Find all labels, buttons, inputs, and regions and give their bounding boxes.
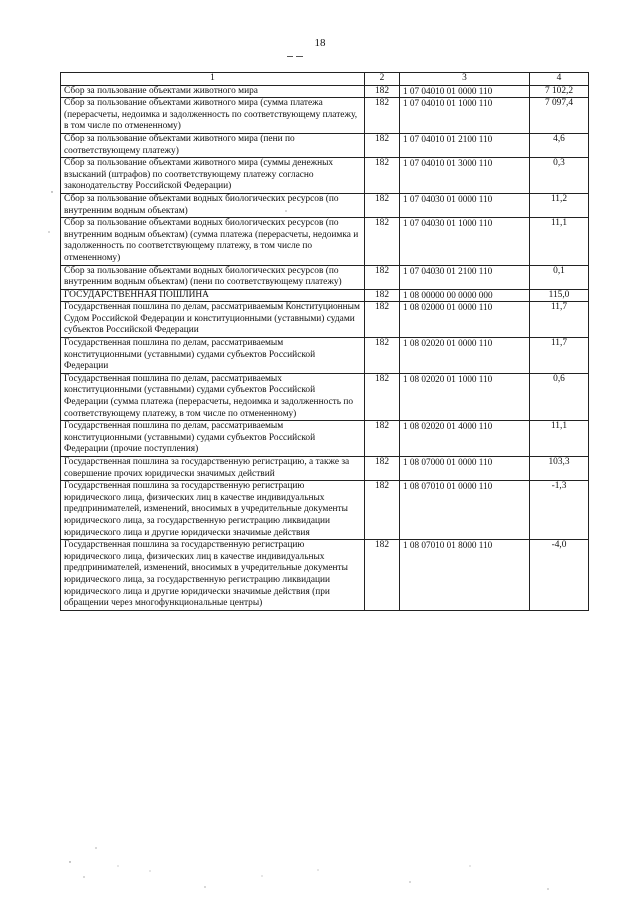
amount: 7 097,4 — [530, 98, 589, 134]
budget-classification-code: 1 07 04010 01 0000 110 — [400, 85, 530, 98]
revenue-name: Государственная пошлина по делам, рассматриваемых конституционными (уставными) судами субъектов Российской Федерации (сумма платежа (перерасчеты, недоимка и задолженность по соответствующему платежу, в том числе по отмененному) — [61, 373, 365, 420]
admin-code: 182 — [365, 373, 400, 420]
revenue-name: Сбор за пользование объектами животного мира (сумма платежа (перерасчеты, недоимка и задолженность по соответствующему платежу, в том числе по отмененному) — [61, 98, 365, 134]
budget-classification-code: 1 08 07000 01 0000 110 — [400, 457, 530, 481]
admin-code: 182 — [365, 193, 400, 217]
column-header-admin: 2 — [365, 73, 400, 86]
revenue-name: Сбор за пользование объектами животного мира (пени по соответствующему платежу) — [61, 133, 365, 157]
revenue-name: Сбор за пользование объектами водных биологических ресурсов (по внутренним водным объектам) (пени по соответствующему платежу) — [61, 265, 365, 289]
table-row — [61, 373, 589, 420]
admin-code: 182 — [365, 85, 400, 98]
column-header-code: 3 — [400, 73, 530, 86]
table-row — [61, 193, 589, 217]
revenue-name: Сбор за пользование объектами водных биологических ресурсов (по внутренним водным объектам) (сумма платежа (перерасчеты, недоимка и задолженность по соответствующему платежу, в том числе по отмененному) — [61, 218, 365, 265]
amount: -1,3 — [530, 481, 589, 540]
amount: 4,6 — [530, 133, 589, 157]
amount: 7 102,2 — [530, 85, 589, 98]
revenue-name: Сбор за пользование объектами водных биологических ресурсов (по внутренним водным объектам) — [61, 193, 365, 217]
table-row — [61, 540, 589, 611]
admin-code: 182 — [365, 457, 400, 481]
revenue-name: Сбор за пользование объектами животного мира (суммы денежных взысканий (штрафов) по соответствующему платежу согласно законодательству Российской Федерации) — [61, 158, 365, 194]
table-row — [61, 98, 589, 134]
amount: 11,7 — [530, 302, 589, 338]
budget-classification-code: 1 08 07010 01 8000 110 — [400, 540, 530, 611]
scan-mark — [287, 54, 303, 59]
table-row — [61, 457, 589, 481]
amount: 0,1 — [530, 265, 589, 289]
admin-code: 182 — [365, 133, 400, 157]
budget-classification-code: 1 07 04030 01 1000 110 — [400, 218, 530, 265]
admin-code: 182 — [365, 265, 400, 289]
revenue-name: ГОСУДАРСТВЕННАЯ ПОШЛИНА — [61, 289, 365, 302]
revenue-name: Государственная пошлина за государственную регистрацию юридического лица, физических лиц в качестве индивидуальных предпринимателей, изменений, вносимых в учредительные документы юридического лица, за государственную регистрацию ликвидации юридического лица и другие юридически значимые действия (при обращении через многофункциональные центры) — [61, 540, 365, 611]
amount: 11,2 — [530, 193, 589, 217]
column-header-amount: 4 — [530, 73, 589, 86]
table-row — [61, 218, 589, 265]
table-row — [61, 289, 589, 302]
budget-classification-code: 1 08 02000 01 0000 110 — [400, 302, 530, 338]
admin-code: 182 — [365, 421, 400, 457]
budget-classification-code: 1 08 00000 00 0000 000 — [400, 289, 530, 302]
table-row — [61, 133, 589, 157]
admin-code: 182 — [365, 540, 400, 611]
table-row — [61, 85, 589, 98]
amount: 103,3 — [530, 457, 589, 481]
admin-code: 182 — [365, 218, 400, 265]
table-row — [61, 158, 589, 194]
admin-code: 182 — [365, 338, 400, 374]
amount: 11,1 — [530, 421, 589, 457]
revenue-name: Государственная пошлина по делам, рассматриваемым Конституционным Судом Российской Федерации и конституционными (уставными) судами субъектов Российской Федерации — [61, 302, 365, 338]
table-row — [61, 265, 589, 289]
admin-code: 182 — [365, 158, 400, 194]
admin-code: 182 — [365, 302, 400, 338]
budget-classification-code: 1 07 04010 01 1000 110 — [400, 98, 530, 134]
revenue-name: Государственная пошлина по делам, рассматриваемым конституционными (уставными) судами субъектов Российской Федерации — [61, 338, 365, 374]
revenue-name: Государственная пошлина по делам, рассматриваемым конституционными (уставными) судами субъектов Российской Федерации (прочие поступления) — [61, 421, 365, 457]
table-row — [61, 421, 589, 457]
budget-classification-code: 1 07 04030 01 0000 110 — [400, 193, 530, 217]
budget-classification-code: 1 08 02020 01 0000 110 — [400, 338, 530, 374]
amount: 11,1 — [530, 218, 589, 265]
budget-classification-code: 1 08 02020 01 1000 110 — [400, 373, 530, 420]
revenue-name: Государственная пошлина за государственную регистрацию, а также за совершение прочих юридически значимых действий — [61, 457, 365, 481]
amount: 11,7 — [530, 338, 589, 374]
column-header-name: 1 — [61, 73, 365, 86]
budget-classification-code: 1 07 04030 01 2100 110 — [400, 265, 530, 289]
amount: 115,0 — [530, 289, 589, 302]
admin-code: 182 — [365, 481, 400, 540]
table-row — [61, 481, 589, 540]
budget-classification-code: 1 07 04010 01 3000 110 — [400, 158, 530, 194]
revenue-name: Сбор за пользование объектами животного мира — [61, 85, 365, 98]
admin-code: 182 — [365, 98, 400, 134]
budget-classification-code: 1 07 04010 01 2100 110 — [400, 133, 530, 157]
page-number: 18 — [314, 37, 326, 49]
amount: 0,6 — [530, 373, 589, 420]
revenue-name: Государственная пошлина за государственную регистрацию юридического лица, физических лиц в качестве индивидуальных предпринимателей, изменений, вносимых в учредительные документы юридического лица, за государственную регистрацию ликвидации юридического лица и другие юридически значимые действия — [61, 481, 365, 540]
budget-classification-code: 1 08 07010 01 0000 110 — [400, 481, 530, 540]
admin-code: 182 — [365, 289, 400, 302]
amount: 0,3 — [530, 158, 589, 194]
table-row — [61, 338, 589, 374]
table-row — [61, 302, 589, 338]
budget-revenue-table — [60, 72, 589, 611]
budget-classification-code: 1 08 02020 01 4000 110 — [400, 421, 530, 457]
amount: -4,0 — [530, 540, 589, 611]
table-header-row — [61, 73, 589, 86]
